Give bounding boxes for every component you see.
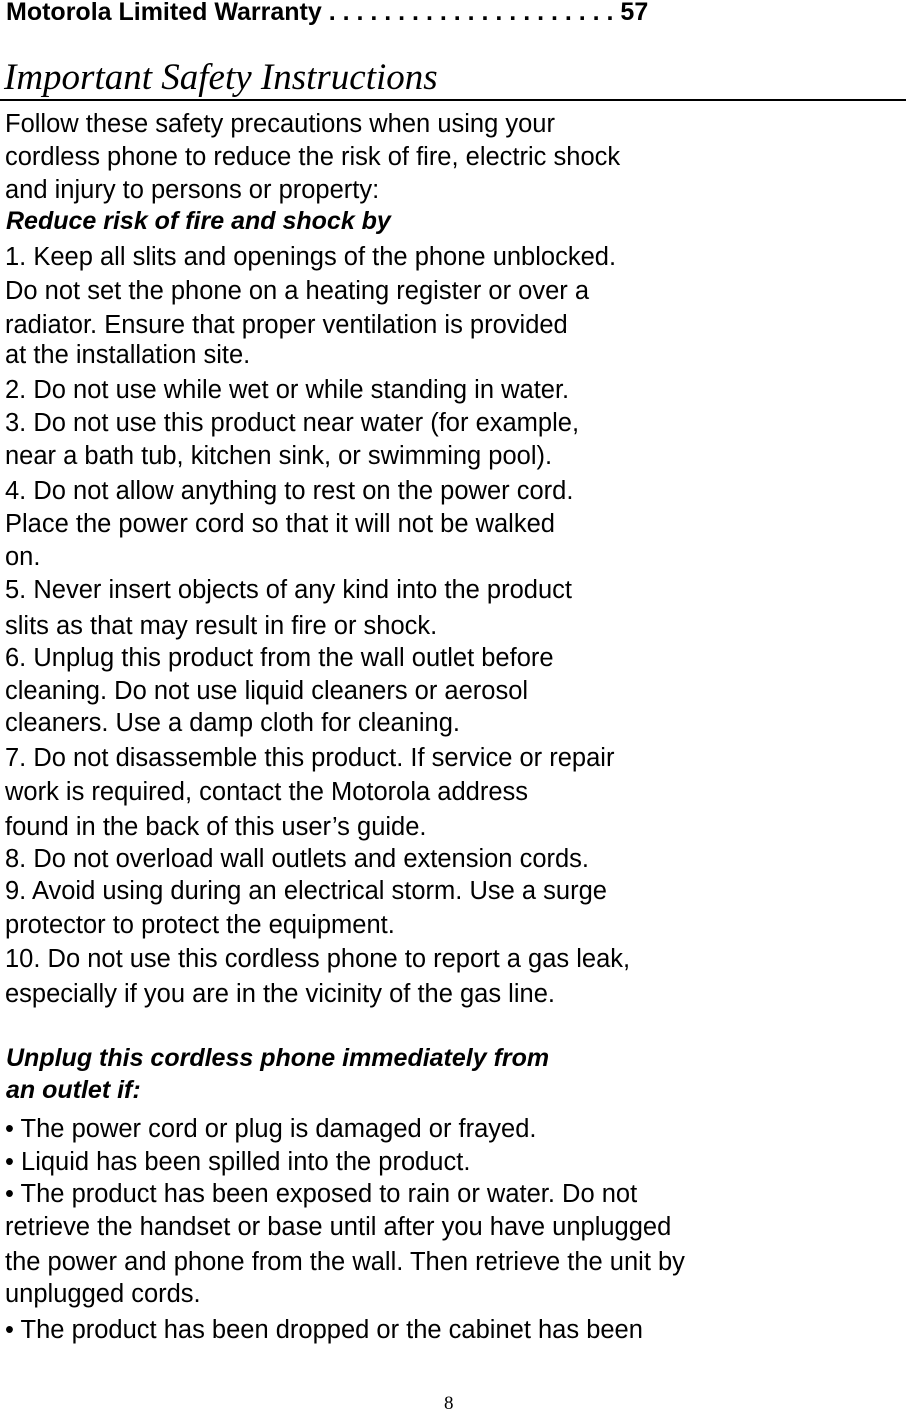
subheading-reduce-risk: Reduce risk of fire and shock by (6, 207, 391, 235)
page-number: 8 (444, 1393, 454, 1414)
precaution-line: work is required, contact the Motorola address (5, 778, 528, 806)
unplug-condition-line: • The power cord or plug is damaged or frayed. (5, 1115, 537, 1143)
unplug-condition-line: • The product has been exposed to rain or water. Do not (5, 1180, 638, 1208)
unplug-condition-line: unplugged cords. (5, 1280, 201, 1308)
precaution-line: Place the power cord so that it will not be walked (5, 510, 555, 538)
title-rule-divider (0, 99, 906, 101)
precaution-line: 2. Do not use while wet or while standing in water. (5, 376, 570, 404)
intro-line: and injury to persons or property: (5, 176, 380, 204)
precaution-line: protector to protect the equipment. (5, 911, 395, 939)
toc-entry-warranty: Motorola Limited Warranty . . . . . . . . . . . . . . . . . . . . . 57 (6, 0, 649, 26)
precaution-line: cleaning. Do not use liquid cleaners or aerosol (5, 677, 529, 705)
precaution-line: on. (5, 543, 41, 571)
precaution-line: especially if you are in the vicinity of the gas line. (5, 980, 555, 1008)
intro-line: Follow these safety precautions when using your (5, 110, 555, 138)
intro-line: cordless phone to reduce the risk of fire, electric shock (5, 143, 621, 171)
precaution-line: 6. Unplug this product from the wall outlet before (5, 644, 554, 672)
precaution-line: 5. Never insert objects of any kind into the product (5, 576, 572, 604)
precaution-line: 1. Keep all slits and openings of the phone unblocked. (5, 243, 617, 271)
unplug-condition-line: retrieve the handset or base until after you have unplugged (5, 1213, 672, 1241)
subheading-unplug: an outlet if: (6, 1076, 141, 1104)
precaution-line: 10. Do not use this cordless phone to report a gas leak, (5, 945, 631, 973)
unplug-condition-line: • The product has been dropped or the cabinet has been (5, 1316, 643, 1344)
precaution-line: slits as that may result in fire or shock. (5, 612, 438, 640)
precaution-line: 8. Do not overload wall outlets and extension cords. (5, 845, 590, 873)
precaution-line: 4. Do not allow anything to rest on the power cord. (5, 477, 574, 505)
precaution-line: radiator. Ensure that proper ventilation is provided (5, 311, 568, 339)
precaution-line: Do not set the phone on a heating register or over a (5, 277, 590, 305)
section-title: Important Safety Instructions (4, 57, 438, 98)
precaution-line: found in the back of this user’s guide. (5, 813, 427, 841)
precaution-line: 7. Do not disassemble this product. If service or repair (5, 744, 615, 772)
precaution-line: cleaners. Use a damp cloth for cleaning. (5, 709, 460, 737)
unplug-condition-line: • Liquid has been spilled into the product. (5, 1148, 471, 1176)
subheading-unplug: Unplug this cordless phone immediately from (6, 1044, 550, 1072)
precaution-line: near a bath tub, kitchen sink, or swimming pool). (5, 442, 553, 470)
precaution-line: 3. Do not use this product near water (for example, (5, 409, 580, 437)
precaution-line: 9. Avoid using during an electrical storm. Use a surge (5, 877, 607, 905)
precaution-line: at the installation site. (5, 341, 251, 369)
unplug-condition-line: the power and phone from the wall. Then retrieve the unit by (5, 1248, 685, 1276)
